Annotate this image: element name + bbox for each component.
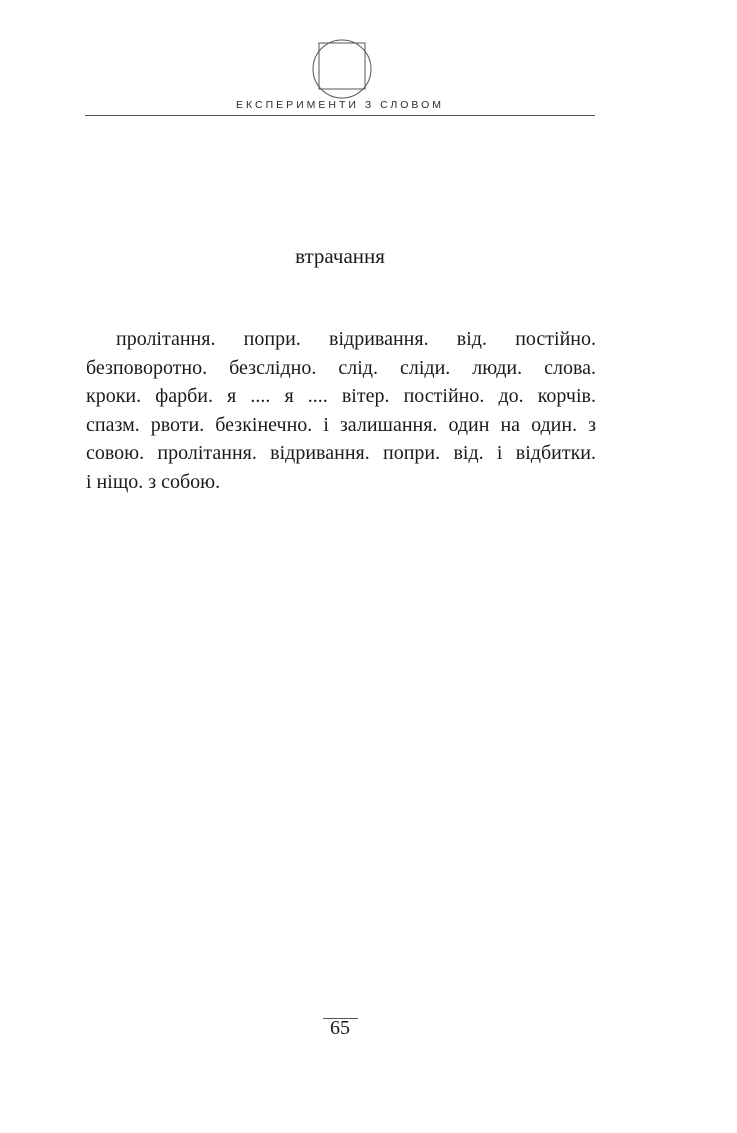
poem-body <box>86 325 596 497</box>
poem-line: совою. пролітання. відривання. попри. від. і відбитки. <box>86 442 596 465</box>
poem-line: пролітання. попри. відривання. від. постійно. <box>116 328 596 350</box>
page-number: 65 <box>330 1017 350 1039</box>
poem-title: втрачання <box>295 244 385 268</box>
running-title: ЕКСПЕРИМЕНТИ З СЛОВОМ <box>235 99 445 111</box>
poem-line: спазм. рвоти. безкінечно. і залишання. один на один. з <box>86 413 596 436</box>
poem-line: кроки. фарби. я .... я .... вітер. постійно. до. корчів. <box>86 385 596 408</box>
header-rule <box>85 115 595 116</box>
emblem-square <box>319 43 365 89</box>
poem-line: і ніщо. з собою. <box>86 470 221 493</box>
circle-square-emblem-icon <box>311 38 373 100</box>
poem-line: безповоротно. безслідно. слід. сліди. люди. слова. <box>86 356 596 379</box>
